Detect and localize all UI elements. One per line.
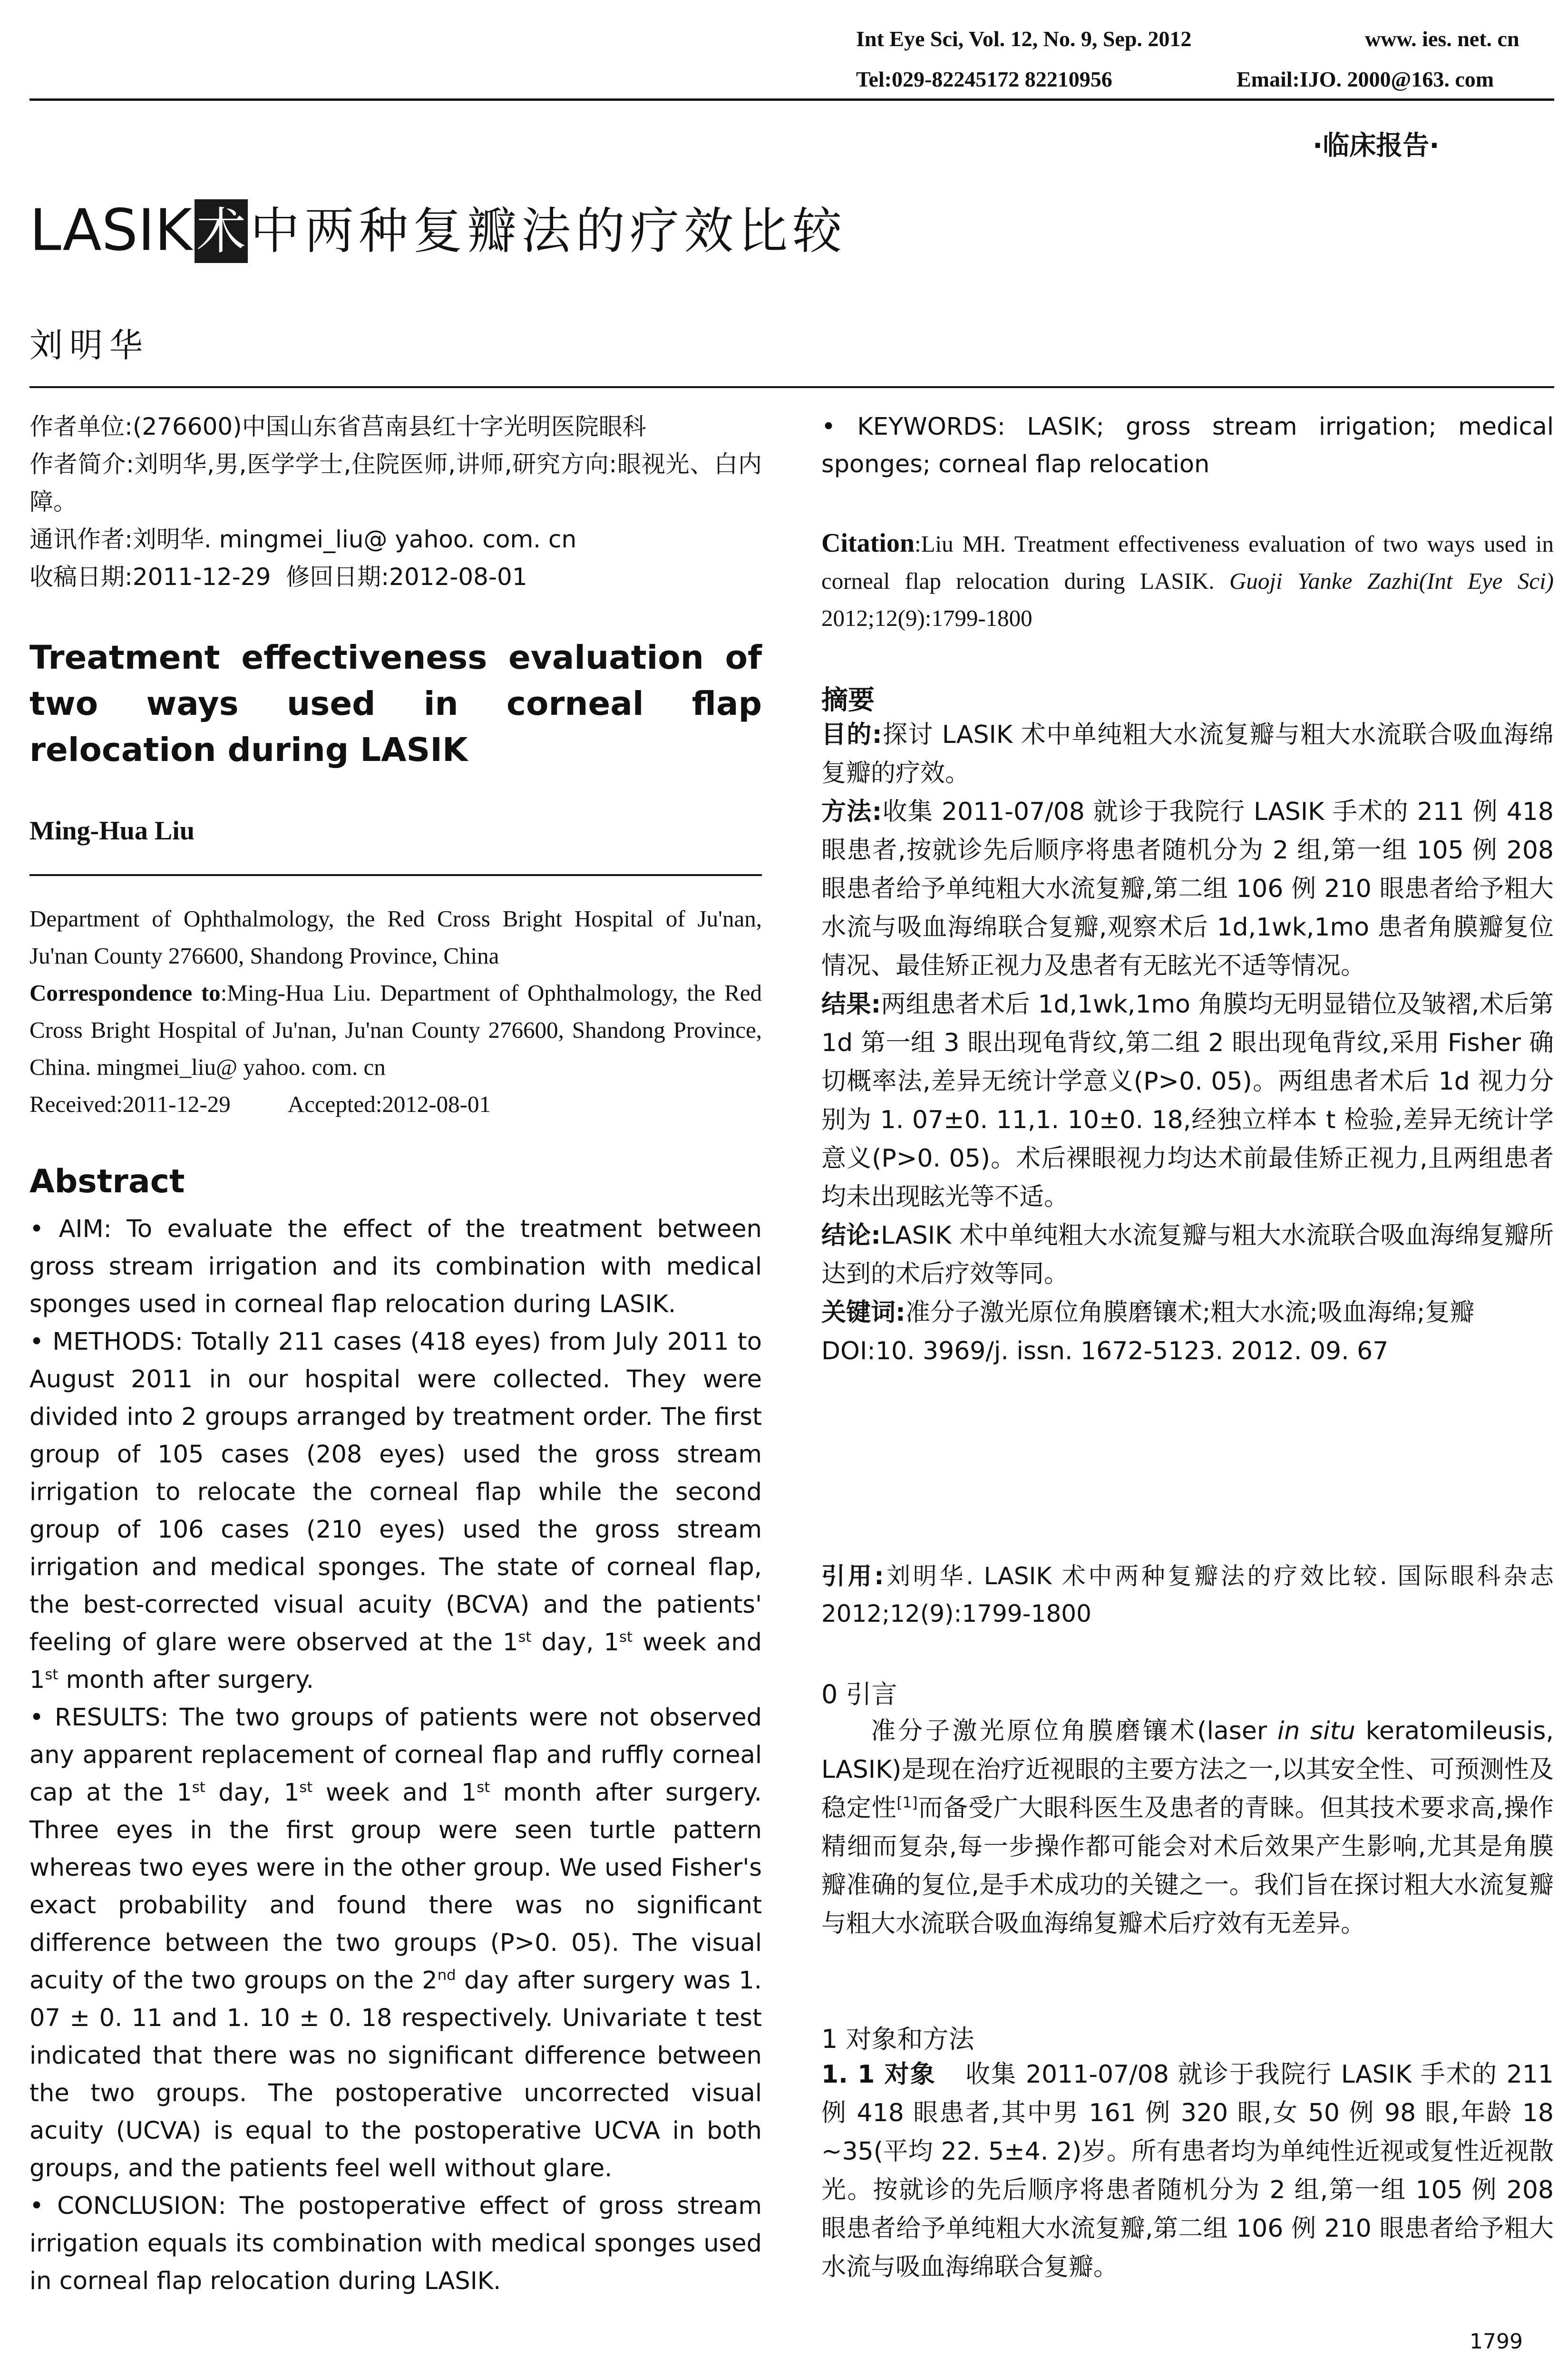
methods-text: week and 1 xyxy=(29,1628,762,1694)
cn-aim-text: 探讨 LASIK 术中单纯粗大水流复瓣与粗大水流联合吸血海绵复瓣的疗效。 xyxy=(821,721,1554,788)
intro-text: 而备受广大眼科医生及患者的青睐。但其技术要求高,操作精细而复杂,每一步操作都可能会对术后效果产生影响,尤其是角膜瓣准确的复位,是手术成功的关键之一。我们旨在探讨粗大水流复瓣与粗大水流联合吸血海绵复瓣术后疗效有无差异。 xyxy=(821,1794,1554,1938)
aim-label: • AIM: xyxy=(29,1215,112,1243)
section-label: ·临床报告· xyxy=(1313,130,1440,161)
results-text: day, 1 xyxy=(205,1779,300,1807)
english-author: Ming-Hua Liu xyxy=(29,816,195,846)
section-0-heading: 0 引言 xyxy=(821,1679,897,1709)
cite-cn-label: 引用: xyxy=(821,1562,884,1590)
accepted: Accepted:2012-08-01 xyxy=(287,1091,491,1117)
results-text: week and 1 xyxy=(312,1779,477,1807)
section-1-heading: 1 对象和方法 xyxy=(821,2024,974,2054)
abstract-aim xyxy=(29,1210,762,1323)
cn-aim xyxy=(821,716,1554,793)
dates-line: 收稿日期:2011-12-29 修回日期:2012-08-01 xyxy=(29,563,527,591)
introduction xyxy=(821,1712,1554,1943)
received: Received:2011-12-29 xyxy=(29,1091,231,1117)
title-highlight: 术 xyxy=(195,199,248,263)
results-sup: st xyxy=(192,1779,205,1796)
abstract-cn-heading: 摘要 xyxy=(821,685,875,716)
methods-sup: st xyxy=(518,1629,532,1646)
english-title: Treatment effectiveness evaluation of two ways used in corneal flap relocation during LASIK xyxy=(29,639,762,769)
title-prefix: LASIK xyxy=(29,197,192,264)
cn-results-text: 两组患者术后 1d,1wk,1mo 角膜均无明显错位及皱褶,术后第 1d 第一组 3 眼出现龟背纹,第二组 2 眼出现龟背纹,采用 Fisher 确切概率法,差异无统计学意义(P>0. 05)。两组患者术后 1d 视力分别为 1. 07±0. 11,1. 10±0. 18,经独立样本 t 检验,差异无统计学意义(P>0. 05)。术后裸眼视力均达术前最佳矫正视力,且两组患者均未出现眩光等不适。 xyxy=(821,990,1554,1211)
conclusion-text: The postoperative effect of gross stream irrigation equals its combination with medical sponges used in corneal flap relocation during LASIK. xyxy=(29,2192,762,2295)
conclusion-label: • CONCLUSION: xyxy=(29,2192,226,2220)
author-profile: 作者简介:刘明华,男,医学学士,住院医师,讲师,研究方向:眼视光、白内障。 xyxy=(29,450,762,516)
cn-conclusion-label: 结论: xyxy=(821,1221,881,1250)
chinese-abstract xyxy=(821,716,1554,1371)
header-rule xyxy=(29,98,1554,101)
keywords-text: LASIK; gross stream irrigation; medical sponges; corneal flap relocation xyxy=(821,413,1554,478)
keywords-label: • KEYWORDS: xyxy=(821,413,1005,441)
cn-methods-text: 收集 2011-07/08 就诊于我院行 LASIK 手术的 211 例 418 眼患者,按就诊先后顺序将患者随机分为 2 组,第一组 105 例 208 眼患者给予单纯粗大水流复瓣,第二组 106 例 210 眼患者给予粗大水流与吸血海绵联合复瓣,观察术后 1d,1wk,1mo 患者角膜瓣复位情况、最佳矫正视力及患者有无眩光不适等情况。 xyxy=(821,798,1554,980)
keywords-en xyxy=(821,408,1554,483)
intro-text: keratomileusis, LASIK)是现在治疗近视眼的主要方法之一,以其安全性、可预测性及稳定性 xyxy=(821,1717,1554,1822)
correspondence-text: :Ming-Hua Liu. Department of Ophthalmology, the Red Cross Bright Hospital of Ju'nan, Ju'nan County 276600, Shandong Province, China. mingmei_liu@ yahoo. com. cn xyxy=(29,980,762,1080)
citation-journal: Guoji Yanke Zazhi(Int Eye Sci) xyxy=(1229,568,1554,594)
citation-tail: 2012;12(9):1799-1800 xyxy=(821,605,1032,631)
citation-label: Citation xyxy=(821,528,915,558)
methods-label: • METHODS: xyxy=(29,1328,184,1356)
journal-citation: Int Eye Sci, Vol. 12, No. 9, Sep. 2012 xyxy=(856,27,1192,51)
intro-ref: [1] xyxy=(896,1794,918,1812)
methods-text: day, 1 xyxy=(531,1628,619,1656)
author-info xyxy=(29,408,762,596)
english-abstract xyxy=(29,1210,762,2300)
results-text: day after surgery was 1. 07 ± 0. 11 and 1. 10 ± 0. 18 respectively. Univariate t test indicated that there was no significant difference between the two groups. The postoperative uncorrected visual acuity (UCVA) is equal to the postoperative UCVA in both groups, and the patients feel well without glare. xyxy=(29,1967,762,2182)
subsection-1-1-text: 收集 2011-07/08 就诊于我院行 LASIK 手术的 211 例 418 眼患者,其中男 161 例 320 眼,女 50 例 98 眼,年龄 18 ~35(平均 22. 5±4. 2)岁。所有患者均为单纯性近视或复性近视散光。按就诊的先后顺序将患者随机分为 2 组,第一组 105 例 208 眼患者给予单纯粗大水流复瓣,第二组 106 例 210 眼患者给予粗大水流与吸血海绵联合复瓣。 xyxy=(821,2060,1554,2281)
author-cn: 刘明华 xyxy=(29,326,149,365)
abstract-heading: Abstract xyxy=(29,1163,185,1200)
methods-sup: st xyxy=(45,1666,58,1683)
results-sup: st xyxy=(477,1779,490,1796)
doi: DOI:10. 3969/j. issn. 1672-5123. 2012. 09. 67 xyxy=(821,1337,1389,1365)
cite-cn-text: 刘明华. LASIK 术中两种复瓣法的疗效比较. 国际眼科杂志 2012;12(9):1799-1800 xyxy=(821,1562,1554,1627)
page-number: 1799 xyxy=(1470,2329,1523,2354)
intro-paragraph xyxy=(821,1712,1554,1943)
received-accepted xyxy=(29,1086,762,1123)
intro-text: 准分子激光原位角膜磨镶术(laser xyxy=(871,1717,1277,1745)
results-sup: st xyxy=(299,1779,313,1796)
affiliation: Department of Ophthalmology, the Red Cross Bright Hospital of Ju'nan, Ju'nan County 276600, Shandong Province, China xyxy=(29,906,762,969)
abstract-methods xyxy=(29,1323,762,1699)
citation-block xyxy=(821,525,1554,637)
methods-sup: st xyxy=(619,1629,633,1646)
intro-italic: in situ xyxy=(1277,1717,1355,1745)
journal-website: www. ies. net. cn xyxy=(1365,27,1519,51)
cn-methods xyxy=(821,793,1554,985)
cn-keywords xyxy=(821,1294,1554,1332)
cite-cn xyxy=(821,1558,1554,1633)
cn-keywords-text: 准分子激光原位角膜磨镶术;粗大水流;吸血海绵;复瓣 xyxy=(905,1298,1475,1327)
cn-aim-label: 目的: xyxy=(821,721,882,749)
article-title xyxy=(29,197,847,264)
cn-results-label: 结果: xyxy=(821,990,881,1019)
subsection-1-1-paragraph xyxy=(821,2056,1554,2287)
methods-text: Totally 211 cases (418 eyes) from July 2011 to August 2011 in our hospital were collected. They were divided into 2 groups arranged by treatment order. The first group of 105 cases (208 eyes) used the gross stream irrigation to relocate the corneal flap while the second group of 106 cases (210 eyes) used the gross stream irrigation and medical sponges. The state of corneal flap, the best-corrected visual acuity (BCVA) and the patients' feeling of glare were observed at the 1 xyxy=(29,1328,762,1656)
title-rule xyxy=(29,386,1554,388)
subsection-1-1 xyxy=(821,2056,1554,2287)
abstract-conclusion xyxy=(29,2187,762,2300)
subsection-1-1-label: 1. 1 对象 xyxy=(821,2060,936,2089)
aim-text: To evaluate the effect of the treatment between gross stream irrigation and its combination with medical sponges used in corneal flap relocation during LASIK. xyxy=(29,1215,762,1318)
author-unit: 作者单位:(276600)中国山东省莒南县红十字光明医院眼科 xyxy=(29,413,646,440)
affiliation-block xyxy=(29,900,762,1123)
citation-text: :Liu MH. Treatment effectiveness evaluation of two ways used in corneal flap relocation during LASIK. xyxy=(821,531,1554,594)
abstract-results xyxy=(29,1699,762,2187)
correspondence xyxy=(29,974,762,1086)
title-rest: 中两种复瓣法的疗效比较 xyxy=(250,202,847,260)
cn-methods-label: 方法: xyxy=(821,798,882,826)
cn-conclusion xyxy=(821,1217,1554,1294)
cn-results xyxy=(821,985,1554,1217)
author-rule xyxy=(29,874,762,876)
results-text: The two groups of patients were not observed any apparent replacement of corneal flap and ruffly corneal cap at the 1 xyxy=(29,1704,762,1807)
corresponding-author: 通讯作者:刘明华. mingmei_liu@ yahoo. com. cn xyxy=(29,526,577,553)
results-sup: nd xyxy=(437,1967,456,1984)
correspondence-label: Correspondence to xyxy=(29,980,221,1006)
results-text: month after surgery. Three eyes in the first group were seen turtle pattern whereas two eyes were in the other group. We used Fisher's exact probability and found there was no significant difference between the two groups (P>0. 05). The visual acuity of the two groups on the 2 xyxy=(29,1779,762,1995)
journal-header xyxy=(856,26,1191,51)
results-label: • RESULTS: xyxy=(29,1704,169,1732)
journal-email: Email:IJO. 2000@163. com xyxy=(1237,67,1494,91)
cn-conclusion-text: LASIK 术中单纯粗大水流复瓣与粗大水流联合吸血海绵复瓣所达到的术后疗效等同。 xyxy=(821,1221,1554,1288)
cn-keywords-label: 关键词: xyxy=(821,1298,906,1327)
methods-text: month after surgery. xyxy=(58,1666,314,1694)
journal-tel: Tel:029-82245172 82210956 xyxy=(856,67,1112,91)
